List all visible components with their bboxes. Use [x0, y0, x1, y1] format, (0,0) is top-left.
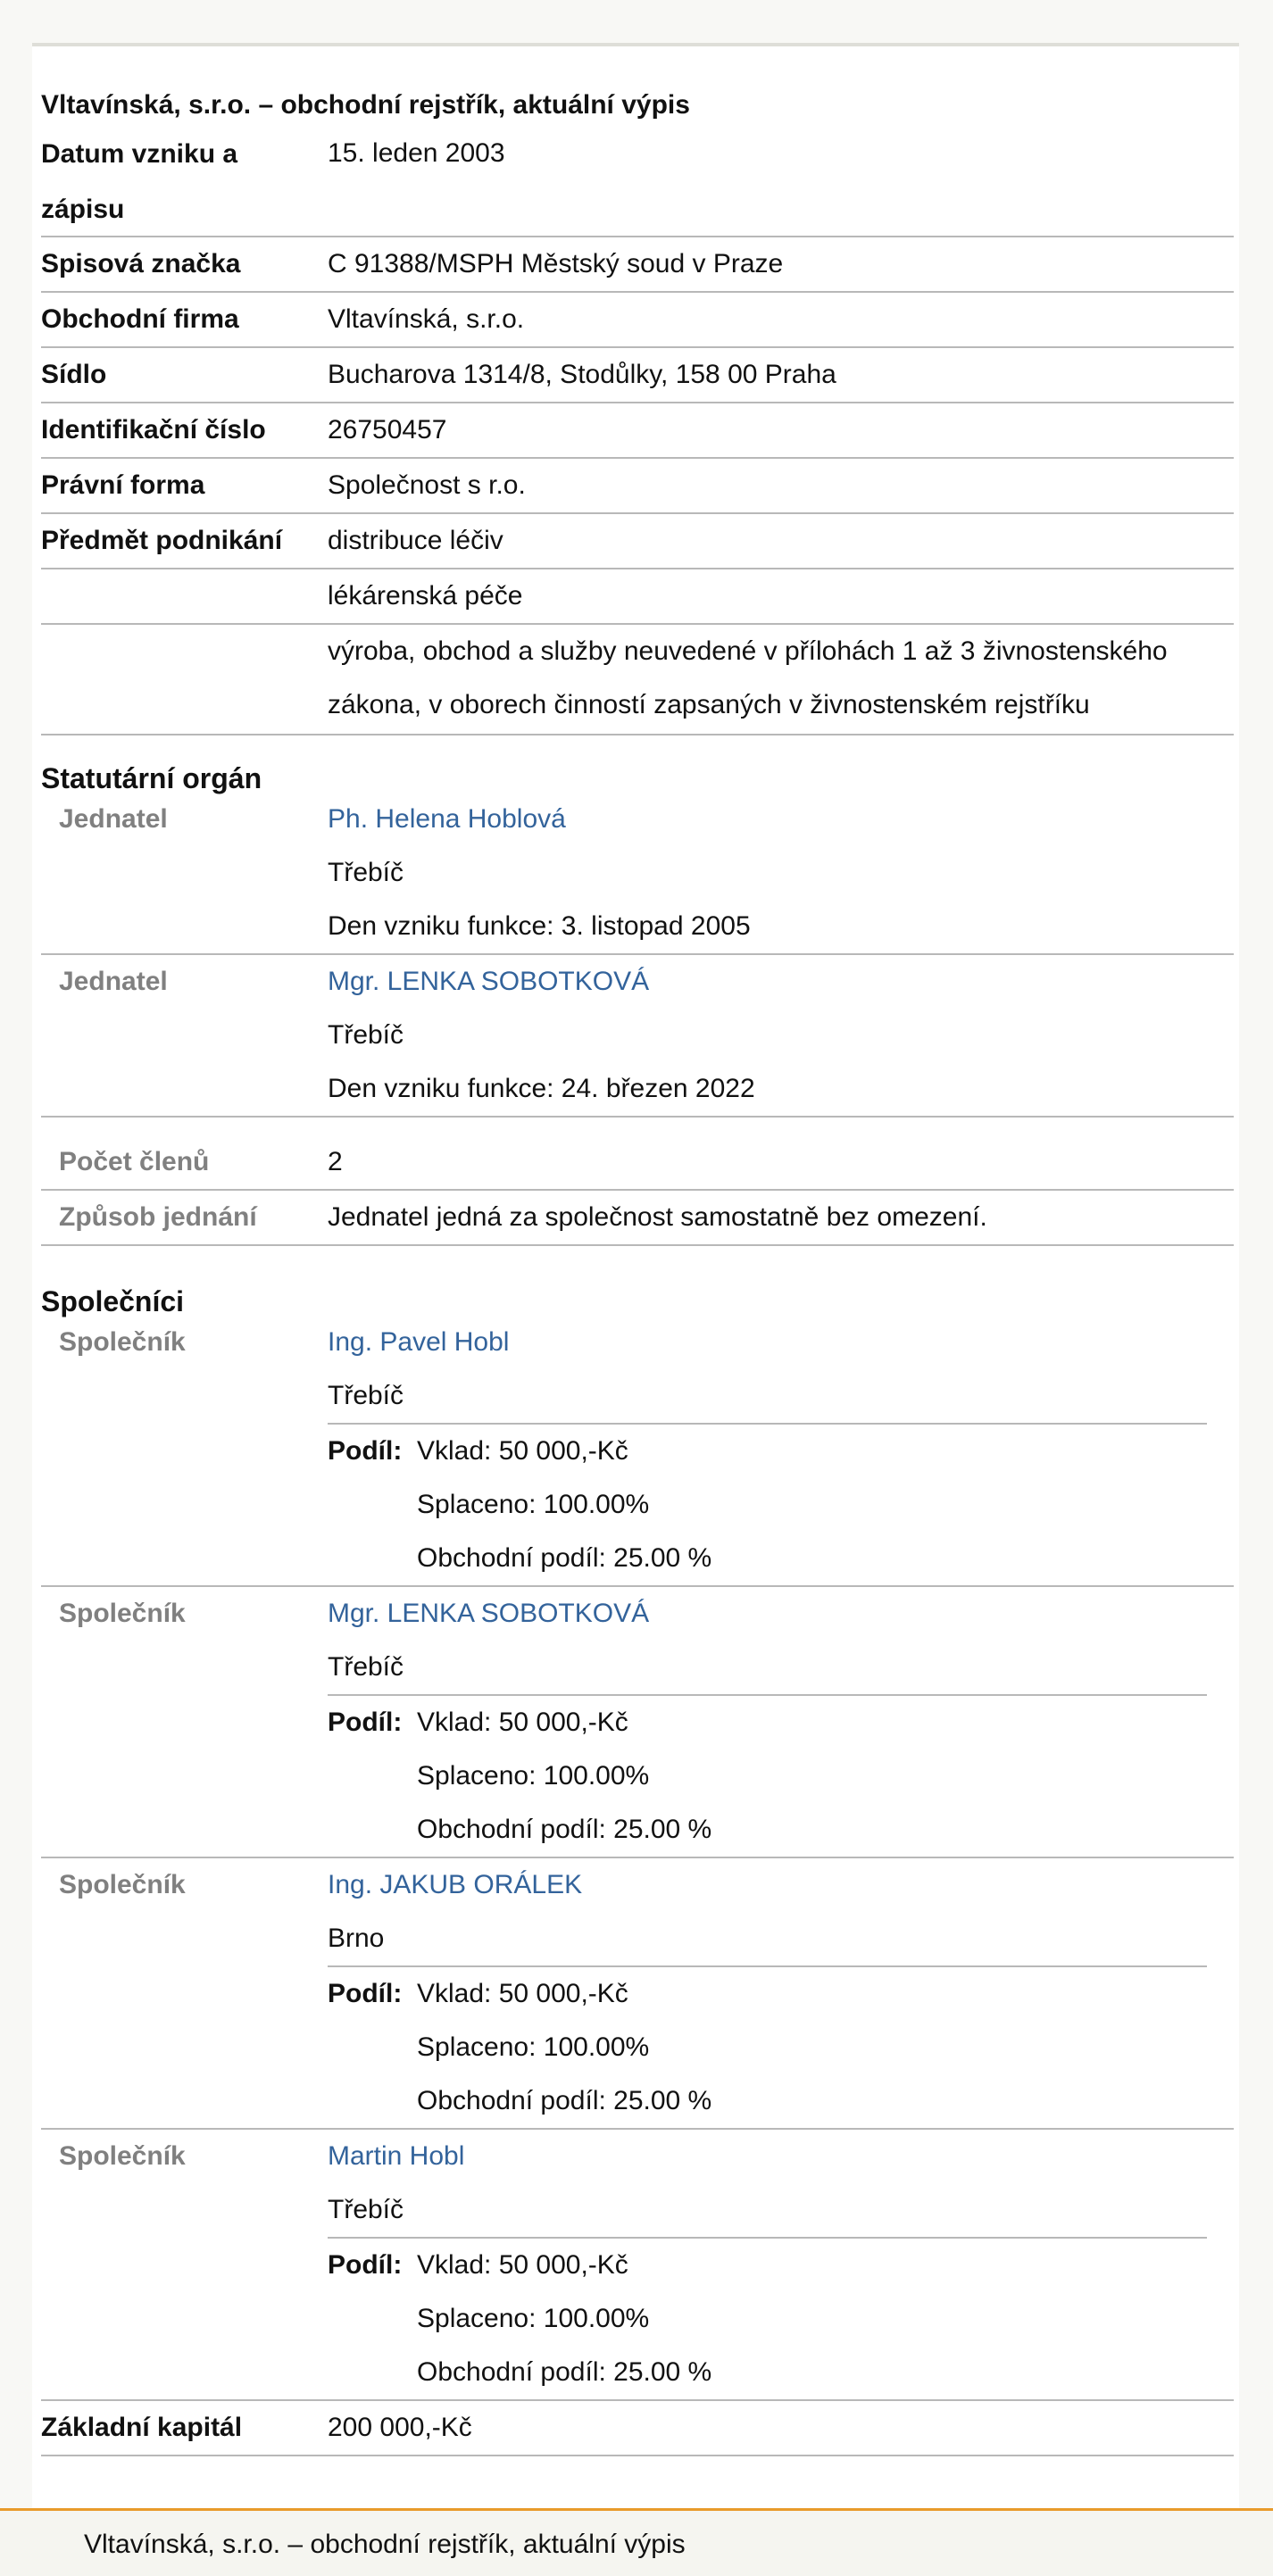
partner-role: Společník: [59, 2141, 186, 2171]
partner-name-link[interactable]: Mgr. LENKA SOBOTKOVÁ: [328, 1599, 650, 1628]
partner-entry: [41, 2130, 1234, 2401]
row-value: Jednatel jedná za společnost samostatně bez omezení.: [328, 1202, 987, 1232]
share-percent: Obchodní podíl: 25.00 %: [417, 1815, 712, 1844]
partner-city: Třebíč: [328, 1652, 404, 1682]
row-label: Sídlo: [41, 360, 107, 389]
footer: [0, 2508, 1273, 2576]
row-value: zákona, v oborech činností zapsaných v živnostenském rejstříku: [328, 690, 1090, 719]
row-business-activity: [41, 514, 1234, 569]
row-label: Způsob jednání: [59, 1202, 257, 1232]
share-deposit: Vklad: 50 000,-Kč: [417, 1436, 628, 1466]
row-label: Obchodní firma: [41, 304, 239, 334]
row-company-name: [41, 293, 1234, 348]
row-label: Počet členů: [59, 1147, 210, 1176]
partner-role: Společník: [59, 1870, 186, 1899]
row-value: 26750457: [328, 415, 447, 445]
row-value: Vltavínská, s.r.o.: [328, 304, 525, 334]
partner-city: Třebíč: [328, 1381, 404, 1410]
statutory-heading: Statutární orgán: [41, 762, 262, 794]
partner-city: Brno: [328, 1924, 385, 1953]
member-since: Den vzniku funkce: 3. listopad 2005: [328, 911, 751, 941]
statutory-member: [41, 955, 1234, 1118]
share-label: Podíl:: [328, 1979, 403, 2008]
partner-city: Třebíč: [328, 2195, 404, 2224]
partners-heading: Společníci: [41, 1285, 185, 1317]
row-label: Předmět podnikání: [41, 526, 283, 555]
member-role: Jednatel: [59, 804, 168, 834]
share-paid: Splaceno: 100.00%: [417, 2032, 650, 2062]
row-label: Spisová značka: [41, 249, 241, 278]
row-id-number: [41, 403, 1234, 459]
partner-name-link[interactable]: Ing. Pavel Hobl: [328, 1327, 510, 1357]
row-seat: [41, 348, 1234, 403]
partner-name-link[interactable]: Ing. JAKUB ORÁLEK: [328, 1870, 583, 1899]
row-value: 15. leden 2003: [328, 138, 505, 168]
partner-role: Společník: [59, 1327, 186, 1357]
member-name-link[interactable]: Ph. Helena Hoblová: [328, 804, 566, 834]
share-deposit: Vklad: 50 000,-Kč: [417, 1979, 628, 2008]
share-paid: Splaceno: 100.00%: [417, 1761, 650, 1791]
partner-role: Společník: [59, 1599, 186, 1628]
share-paid: Splaceno: 100.00%: [417, 1490, 650, 1519]
partner-entry: [41, 1587, 1234, 1858]
row-member-count: [41, 1118, 1234, 1191]
row-label: Základní kapitál: [41, 2413, 243, 2442]
row-business-activity: [41, 569, 1234, 625]
row-label: Identifikační číslo: [41, 415, 266, 445]
row-value: Bucharova 1314/8, Stodůlky, 158 00 Praha: [328, 360, 836, 389]
footer-title: Vltavínská, s.r.o. – obchodní rejstřík, aktuální výpis: [84, 2530, 686, 2559]
row-date: [41, 127, 1234, 237]
share-label: Podíl:: [328, 2250, 403, 2280]
statutory-member: [41, 793, 1234, 955]
share-percent: Obchodní podíl: 25.00 %: [417, 1543, 712, 1573]
member-name-link[interactable]: Mgr. LENKA SOBOTKOVÁ: [328, 967, 650, 996]
share-percent: Obchodní podíl: 25.00 %: [417, 2086, 712, 2115]
partner-name-link[interactable]: Martin Hobl: [328, 2141, 465, 2171]
share-deposit: Vklad: 50 000,-Kč: [417, 2250, 628, 2280]
document-title: Vltavínská, s.r.o. – obchodní rejstřík, aktuální výpis: [41, 90, 690, 120]
row-label: Právní forma: [41, 470, 205, 500]
register-extract: [32, 46, 1239, 2510]
row-value: 200 000,-Kč: [328, 2413, 472, 2442]
share-paid: Splaceno: 100.00%: [417, 2304, 650, 2333]
row-value: Společnost s r.o.: [328, 470, 526, 500]
row-business-activity: [41, 625, 1234, 735]
row-acting: [41, 1191, 1234, 1246]
partner-entry: [41, 1858, 1234, 2130]
row-capital: [41, 2401, 1234, 2456]
member-role: Jednatel: [59, 967, 168, 996]
share-label: Podíl:: [328, 1708, 403, 1737]
row-file-number: [41, 237, 1234, 293]
member-since: Den vzniku funkce: 24. březen 2022: [328, 1074, 755, 1103]
row-value: C 91388/MSPH Městský soud v Praze: [328, 249, 784, 278]
row-value: lékárenská péče: [328, 581, 523, 611]
share-percent: Obchodní podíl: 25.00 %: [417, 2357, 712, 2387]
partner-entry: [41, 1316, 1234, 1587]
row-value: 2: [328, 1147, 343, 1176]
row-value: výroba, obchod a služby neuvedené v přílohách 1 až 3 živnostenského: [328, 636, 1168, 666]
share-deposit: Vklad: 50 000,-Kč: [417, 1708, 628, 1737]
member-city: Třebíč: [328, 858, 404, 887]
row-label: Datum vzniku a zápisu: [41, 139, 238, 224]
row-legal-form: [41, 459, 1234, 514]
share-label: Podíl:: [328, 1436, 403, 1466]
row-value: distribuce léčiv: [328, 526, 503, 555]
member-city: Třebíč: [328, 1020, 404, 1050]
